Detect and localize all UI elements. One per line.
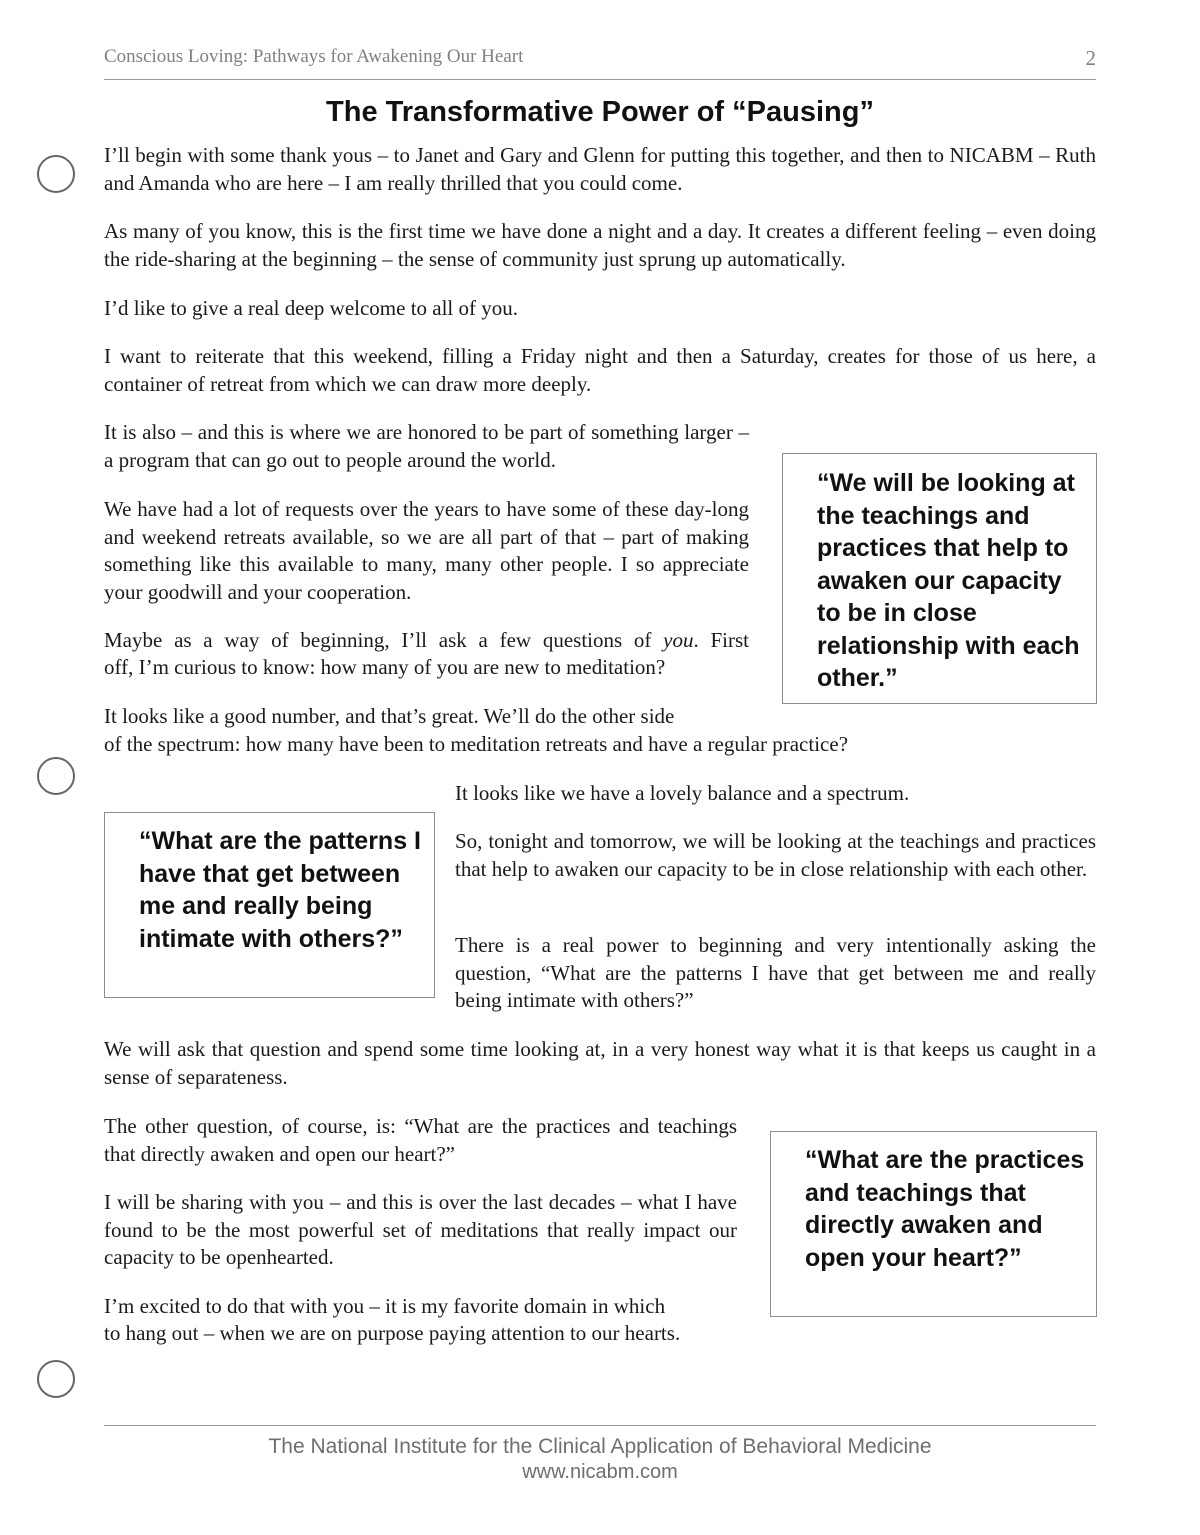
paragraph-11: There is a real power to beginning and very intentionally asking the question, “What are the patterns I have that get between me and really being intimate with others?”: [455, 933, 1096, 1012]
paragraph-13: The other question, of course, is: “What are the practices and teachings that directly awaken and open our heart?”: [104, 1114, 737, 1166]
paragraph-3: I’d like to give a real deep welcome to all of you.: [104, 296, 519, 320]
paragraph-15-line-2: to hang out – when we are on purpose paying attention to our hearts.: [104, 1321, 681, 1345]
header-divider: [104, 79, 1096, 80]
hole-punch-middle: [37, 757, 75, 795]
paragraph-8-line-2: of the spectrum: how many have been to meditation retreats and have a regular practice?: [104, 732, 849, 756]
paragraph-8-line-1: It looks like a good number, and that’s great. We’ll do the other side: [104, 704, 675, 728]
paragraph-9: It looks like we have a lovely balance and a spectrum.: [455, 781, 910, 805]
hole-punch-bottom: [37, 1360, 75, 1398]
paragraph-7-line-2: off, I’m curious to know: how many of you are new to meditation?: [104, 655, 666, 679]
paragraph-2: As many of you know, this is the first time we have done a night and a day. It creates a different feeling – even doing the ride-sharing at the beginning – the sense of community just sprung up automatically.: [104, 219, 1096, 271]
pull-quote-1: [782, 453, 1097, 704]
hole-punch-top: [37, 155, 75, 193]
pull-quote-2-text: “What are the patterns I have that get between me and really being intimate with others?”: [139, 827, 421, 953]
footer-divider: [104, 1425, 1096, 1426]
paragraph-7-text-b: . First: [693, 628, 750, 652]
paragraph-7-line-1: [104, 627, 749, 655]
paragraph-6: We have had a lot of requests over the years to have some of these day-long and weekend retreats available, so we are all part of that – part of making something like this available to many, many other people. I so appreciate your goodwill and your cooperation.: [104, 497, 749, 604]
pull-quote-1-text: “We will be looking at the teachings and practices that help to awaken our capacity to be in close relationship with each other.”: [817, 469, 1080, 692]
page-number: 2: [1085, 46, 1096, 70]
paragraph-5: It is also – and this is where we are honored to be part of something larger – a program that can go out to people around the world.: [104, 420, 749, 472]
paragraph-14: I will be sharing with you – and this is over the last decades – what I have found to be the most powerful set of meditations that really impact our capacity to be openhearted.: [104, 1190, 737, 1269]
running-header-title: Conscious Loving: Pathways for Awakening Our Heart: [104, 46, 524, 67]
pull-quote-3: [770, 1131, 1097, 1317]
paragraph-15-line-1: I’m excited to do that with you – it is my favorite domain in which: [104, 1294, 666, 1318]
pull-quote-3-text: “What are the practices and teachings that directly awaken and open your heart?”: [805, 1146, 1085, 1272]
paragraph-12: We will ask that question and spend some time looking at, in a very honest way what it is that keeps us caught in a sense of separateness.: [104, 1037, 1096, 1089]
page-title: The Transformative Power of “Pausing”: [326, 96, 874, 128]
paragraph-1: I’ll begin with some thank yous – to Janet and Gary and Glenn for putting this together, and then to NICABM – Ruth and Amanda who are here – I am really thrilled that you could come.: [104, 143, 1096, 195]
paragraph-10: So, tonight and tomorrow, we will be looking at the teachings and practices that help to awaken our capacity to be in close relationship with each other.: [455, 829, 1096, 881]
emphasis-you: you: [663, 628, 694, 652]
paragraph-7-text-a: Maybe as a way of beginning, I’ll ask a few questions of: [104, 628, 664, 652]
footer-url[interactable]: www.nicabm.com: [522, 1461, 678, 1483]
footer-organization: The National Institute for the Clinical Application of Behavioral Medicine: [268, 1435, 932, 1458]
paragraph-4: I want to reiterate that this weekend, filling a Friday night and then a Saturday, creates for those of us here, a container of retreat from which we can draw more deeply.: [104, 344, 1096, 396]
pull-quote-2: [104, 812, 435, 998]
